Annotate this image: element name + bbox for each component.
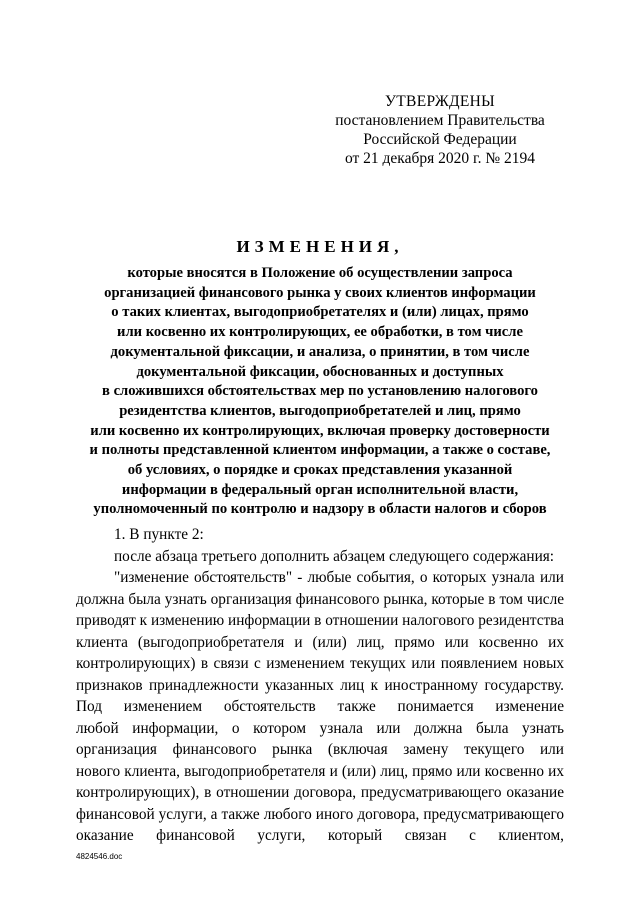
paragraph-line: организация финансового рынка (включая замену текущего или — [76, 741, 564, 758]
intro-line: после абзаца третьего дополнить абзацем следующего содержания: — [114, 547, 555, 565]
approval-date-number: от 21 декабря 2020 г. № 2194 — [344, 150, 536, 167]
subtitle-line: документальной фиксации, обоснованных и доступных — [136, 363, 504, 380]
subtitle-line: или косвенно их контролирующих, включая проверку достоверности — [90, 422, 550, 439]
subtitle-line: или косвенно их контролирующих, ее обработки, в том числе — [117, 324, 523, 341]
subtitle-line: документальной фиксации, и анализа, о принятии, в том числе — [110, 343, 530, 360]
paragraph-line: финансовой услуги, а также любого иного договора, предусматривающего — [76, 805, 564, 823]
file-name-footer: 4824546.doc — [76, 852, 123, 861]
document-title: ИЗМЕНЕНИЯ, — [236, 237, 404, 256]
subtitle-line: информации в федеральный орган исполнительной власти, — [121, 481, 519, 498]
subtitle-line: уполномоченный по контролю и надзору в области налогов и сборов — [93, 501, 547, 518]
subtitle-line: о таких клиентах, выгодоприобретателях и (или) лицах, прямо — [111, 304, 529, 321]
paragraph-line: оказание финансовой услуги, который связан с клиентом, — [76, 827, 564, 844]
paragraph-line: любой информации, о котором узнала или должна была узнать — [76, 719, 564, 737]
paragraph-line: приводят к изменению информации в отношении налогового резидентства — [76, 612, 564, 629]
subtitle-line: и полноты представленной клиентом информации, а также о составе, — [89, 442, 551, 459]
approval-heading: УТВЕРЖДЕНЫ — [385, 93, 495, 110]
item-heading: 1. В пункте 2: — [114, 526, 204, 543]
paragraph-line: контролирующих) в связи с изменением текущих или появлением новых — [76, 655, 564, 672]
document-body — [76, 524, 564, 847]
approval-block — [320, 92, 560, 168]
subtitle-line: об условиях, о порядке и сроках представления указанной — [127, 462, 513, 479]
subtitle-line: организацией финансового рынка у своих клиентов информации — [104, 284, 536, 301]
paragraph-line: нового клиента, выгодоприобретателя и (или) лиц, прямо или косвенно их — [76, 762, 564, 780]
subtitle-line: которые вносятся в Положение об осуществлении запроса — [127, 265, 513, 281]
paragraph-line: должна была узнать организация финансового рынка, которые в том числе — [76, 590, 564, 608]
paragraph-line: "изменение обстоятельств" - любые события, о которых узнала или — [114, 569, 564, 586]
paragraph-line: Под изменением обстоятельств также понимается изменение — [76, 698, 564, 715]
paragraph-line: клиента (выгодоприобретателя и (или) лиц, прямо или косвенно их — [76, 633, 564, 651]
approval-line: постановлением Правительства — [335, 112, 545, 129]
subtitle-line: в сложившихся обстоятельствах мер по установлению налогового — [102, 383, 538, 400]
paragraph-line: признаков принадлежности указанных лиц к иностранному государству. — [76, 676, 564, 694]
document-subtitle — [40, 264, 600, 520]
subtitle-line: резидентства клиентов, выгодоприобретателей и лиц, прямо — [119, 402, 521, 419]
approval-line: Российской Федерации — [363, 131, 517, 148]
paragraph-line: контролирующих), в отношении договора, предусматривающего оказание — [76, 784, 564, 801]
